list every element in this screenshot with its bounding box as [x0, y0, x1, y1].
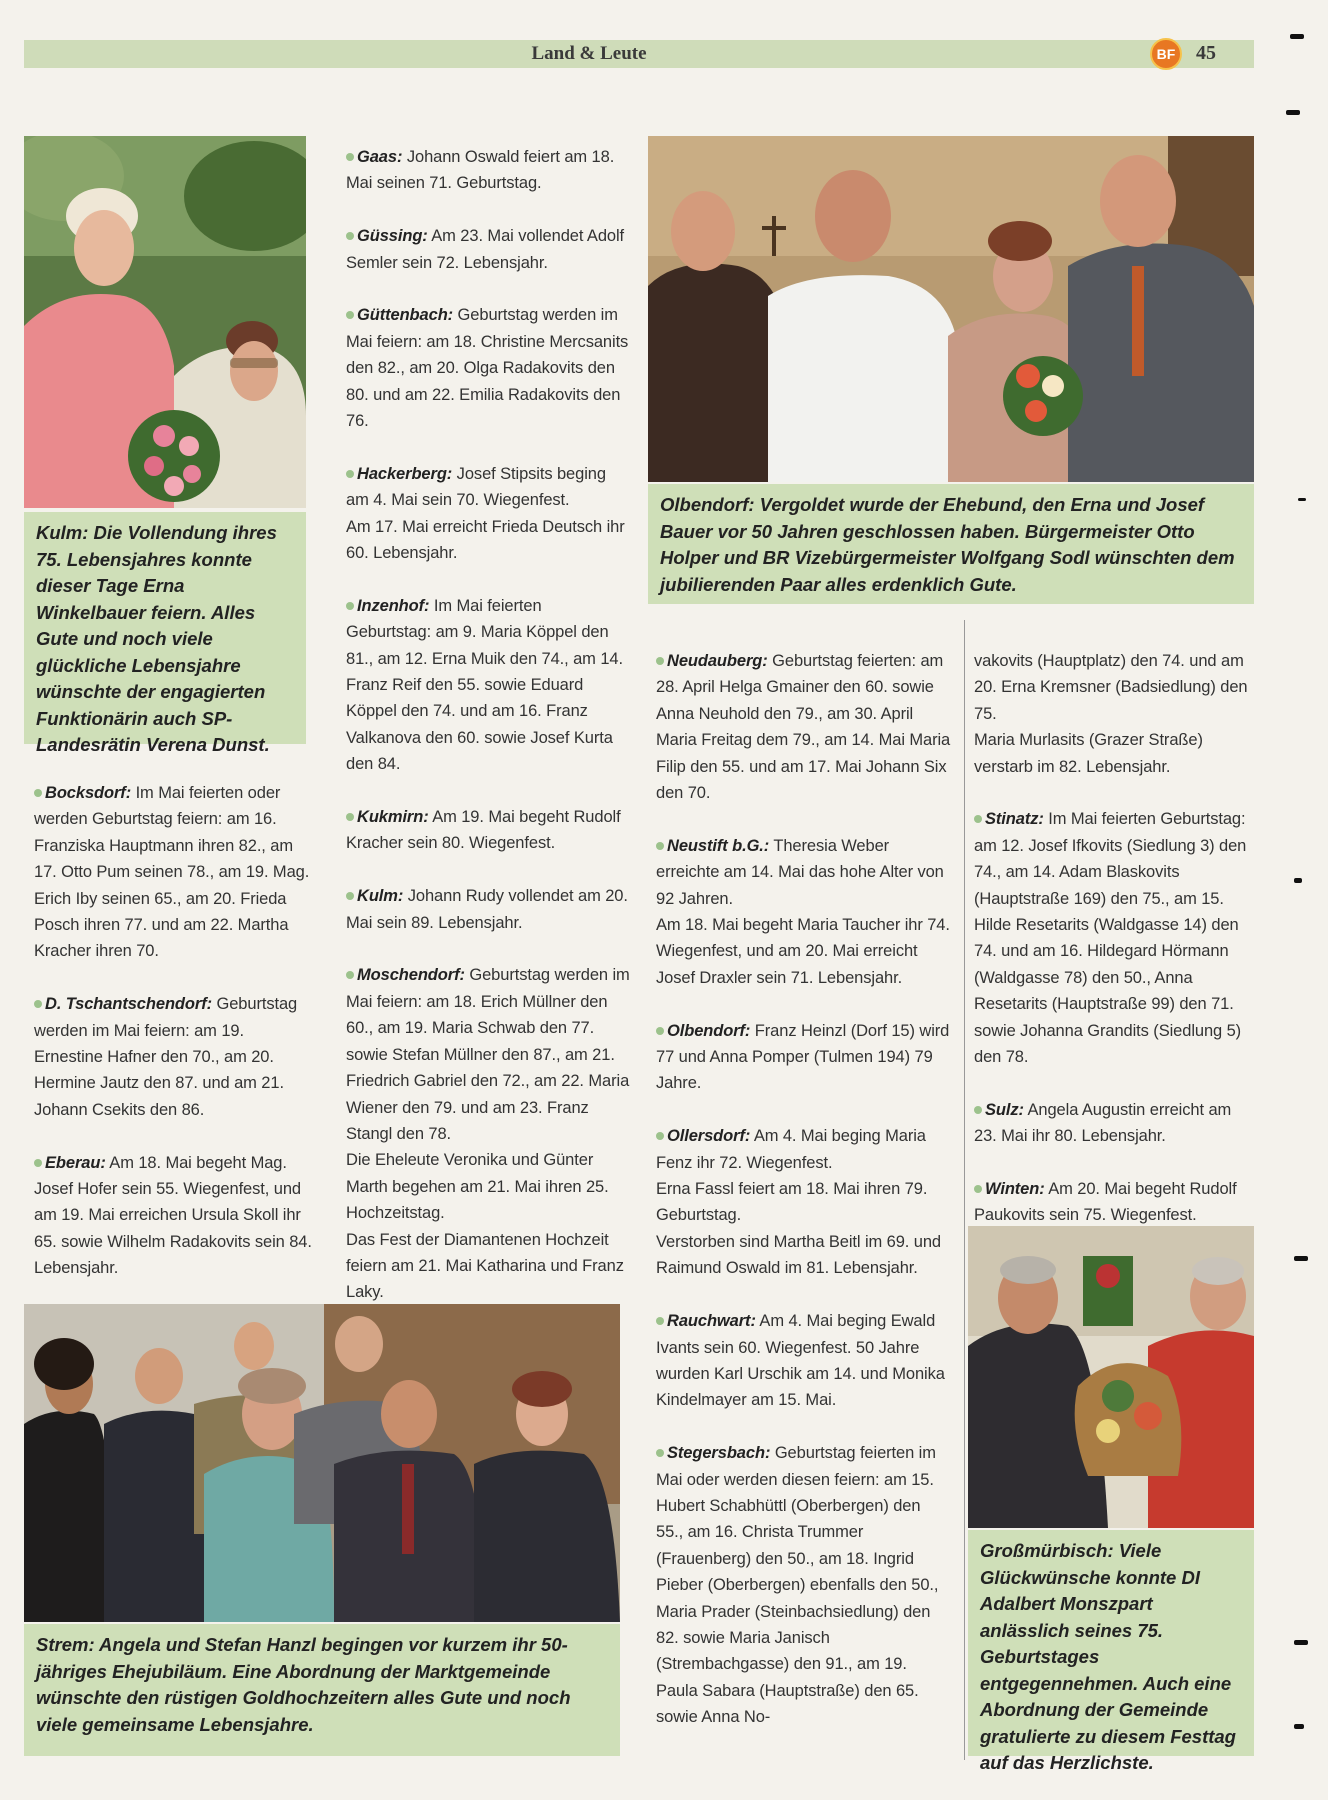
entry-text: Geburtstag werden im Mai feiern: am 18. Christine Mercsanits den 82., am 20. Olga Radakovits den 80. und am 22. Emilia Radakovits den 76. [346, 306, 629, 431]
bullet-icon [346, 813, 354, 821]
entry-text: Angela Augustin erreicht am 23. Mai ihr 80. Lebensjahr. [974, 1100, 1232, 1146]
entry-text: Geburtstag feierten im Mai oder werden diesen feiern: am 15. Hubert Schabhüttl (Oberbergen) den 55., am 16. Christa Trummer (Frauenberg) den 50., am 18. Ingrid Pieber (Oberbergen) ebenfalls den 50., Maria Prader (Steinbachsiedlung) den 82. sowie Maria Janisch (Strembachgasse) den 91., am 19. Paula Sabara (Hauptstraße) den 65. sowie Anna No- [656, 1444, 939, 1727]
place-name: Olbendorf: [667, 1021, 751, 1040]
entry-text: Im Mai feierten Geburtstag: am 12. Josef Ifkovits (Siedlung 3) den 74., am 14. Adam Blaskovits (Hauptstraße 169) den 75., am 15. Hilde Resetarits (Waldgasse 14) den 74. und am 16. Hildegard Hörmann (Waldgasse 78) den 50., Anna Resetarits (Hauptstraße 99) den 71. sowie Johanna Grandits (Siedlung 5) den 78. [974, 810, 1247, 1067]
entry-extra: Am 17. Mai erreicht Frieda Deutsch ihr 60. Lebensjahr. [346, 517, 625, 563]
bullet-icon [974, 815, 982, 823]
caption-olbendorf: Olbendorf: Vergoldet wurde der Ehebund, den Erna und Josef Bauer vor 50 Jahren geschlossen haben. Bürgermeister Otto Holper und BR Vizebürgermeister Wolfgang Sodl wünschten dem jubilierenden Paar alles erdenklich Gute. [648, 484, 1254, 604]
place-name: Neustift b.G.: [667, 836, 770, 855]
entry-text: Am 18. Mai begeht Mag. Josef Hofer sein 55. Wiegenfest, und am 19. Mai erreichen Ursula Skoll ihr 65. sowie Wilhelm Radakovits sein 84. Lebensjahr. [34, 1153, 312, 1278]
place-name: Güttenbach: [357, 306, 454, 325]
bullet-icon [34, 1159, 42, 1167]
entry-rauchwart [656, 1308, 952, 1414]
bullet-icon [656, 1132, 664, 1140]
entry-olbendorf [656, 1018, 952, 1097]
entry-guettenbach [346, 302, 630, 434]
entry-text: Franz Heinzl (Dorf 15) wird 77 und Anna Pomper (Tulmen 194) 79 Jahre. [656, 1021, 950, 1093]
entry-extra: Am 18. Mai begeht Maria Taucher ihr 74. Wiegenfest, und am 20. Mai erreicht Josef Draxler sein 71. Lebensjahr. [656, 916, 950, 987]
page-number: 45 [1196, 42, 1216, 64]
entry-extra: Verstorben sind Martha Beitl im 69. und Raimund Oswald im 81. Lebensjahr. [656, 1232, 942, 1278]
photo-strem [24, 1304, 620, 1622]
entry-dtschantschendorf [34, 991, 314, 1123]
entry-text: Am 23. Mai vollendet Adolf Semler sein 72. Lebensjahr. [346, 227, 625, 272]
entry-eberau [34, 1150, 314, 1282]
entry-text: Am 19. Mai begeht Rudolf Kracher sein 80. Wiegenfest. [346, 808, 621, 853]
text-column-1 [34, 780, 314, 1308]
scan-mark [1298, 498, 1306, 501]
bullet-icon [346, 311, 354, 319]
entry-extra: Das Fest der Diamantenen Hochzeit feiern am 21. Mai Katharina und Franz Laky. [346, 1230, 624, 1302]
place-name: Güssing: [357, 227, 428, 246]
scan-mark [1294, 1256, 1308, 1261]
entry-text: Im Mai feierten Geburtstag: am 9. Maria Köppel den 81., am 12. Erna Muik den 74., am 14. Franz Reif den 55. sowie Eduard Köppel den 74. und am 16. Franz Valkanova den 60. sowie Josef Kurta den 84. [346, 596, 623, 774]
bullet-icon [656, 1317, 664, 1325]
entry-text: Geburtstag werden im Mai feiern: am 18. Erich Müllner den 60., am 19. Maria Schwab den 77. sowie Stefan Müllner den 87., am 21. Friedrich Gabriel den 72., am 22. Maria Wiener den 79. und am 23. Franz Stangl den 78. [346, 966, 630, 1143]
photo-grossmuerbisch [968, 1226, 1254, 1528]
entry-stinatz [974, 806, 1252, 1070]
entry-text: Josef Stipsits beging am 4. Mai sein 70. Wiegenfest. [346, 464, 606, 510]
bullet-icon [656, 1027, 664, 1035]
bullet-icon [346, 892, 354, 900]
entry-text: Am 4. Mai beging Maria Fenz ihr 72. Wiegenfest. [656, 1127, 926, 1172]
entry-inzenhof [346, 593, 630, 778]
entry-gaas [346, 144, 630, 197]
caption-grossmuerbisch: Großmürbisch: Viele Glückwünsche konnte DI Adalbert Monszpart anlässlich seines 75. Geburtstages entgegennehmen. Auch eine Abordnung der Gemeinde gratulierte zu diesem Festtag auf das Herzlichste. [968, 1530, 1254, 1756]
place-name: Rauchwart: [667, 1312, 756, 1331]
column-divider [964, 620, 965, 1760]
scan-mark [1290, 34, 1304, 39]
entry-text: Johann Oswald feiert am 18. Mai seinen 71. Geburtstag. [346, 148, 615, 193]
entry-text: Am 20. Mai begeht Rudolf Paukovits sein 75. Wiegenfest. [974, 1180, 1237, 1225]
text-column-2 [346, 144, 630, 1332]
entry-text: Geburtstag werden im Mai feiern: am 19. Ernestine Hafner den 70., am 20. Hermine Jautz den 87. und am 21. Johann Csekits den 86. [34, 995, 298, 1119]
bf-logo: BF [1150, 38, 1182, 70]
entry-kulm [346, 883, 630, 936]
place-name: Stinatz: [985, 810, 1044, 829]
photo-kulm [24, 136, 306, 508]
place-name: Moschendorf: [357, 966, 465, 985]
text-column-4 [974, 648, 1252, 1255]
scan-mark [1294, 878, 1302, 883]
place-name: Sulz: [985, 1100, 1024, 1119]
bullet-icon [34, 1000, 42, 1008]
bullet-icon [346, 232, 354, 240]
entry-neustift [656, 833, 952, 991]
scan-mark [1286, 110, 1300, 115]
place-name: Kulm: [357, 887, 404, 906]
place-name: Gaas: [357, 148, 403, 166]
caption-strem: Strem: Angela und Stefan Hanzl begingen vor kurzem ihr 50-jähriges Ehejubiläum. Eine Abordnung der Marktgemeinde wünschte den rüstigen Goldhochzeitern alles Gute und noch viele gemeinsame Lebensjahre. [24, 1624, 620, 1756]
entry-text: Geburtstag feierten: am 28. April Helga Gmainer den 60. sowie Anna Neuhold den 79., am 30. April Maria Freitag dem 79., am 14. Mai Maria Filip den 55. und am 17. Mai Johann Six den 70. [656, 652, 951, 803]
bullet-icon [34, 789, 42, 797]
place-name: D. Tschantschendorf: [45, 995, 212, 1014]
entry-extra: Maria Murlasits (Grazer Straße) verstarb im 82. Lebensjahr. [974, 731, 1203, 776]
place-name: Hackerberg: [357, 464, 453, 483]
entry-moschendorf [346, 962, 630, 1305]
scan-mark [1294, 1640, 1308, 1645]
entry-winten [974, 1176, 1252, 1229]
place-name: Ollersdorf: [667, 1127, 751, 1146]
entry-extra: Erna Fassl feiert am 18. Mai ihren 79. Geburtstag. [656, 1180, 928, 1225]
header-bar [24, 40, 1254, 68]
scan-mark [1294, 1724, 1304, 1729]
bullet-icon [656, 1449, 664, 1457]
entry-text: Im Mai feierten oder werden Geburtstag feiern: am 16. Franziska Hauptmann ihren 82., am 17. Otto Pum seinen 78., am 19. Mag. Erich Iby seinen 65., am 20. Frieda Posch ihren 77. und am 22. Martha Kracher ihren 70. [34, 784, 310, 961]
entry-extra: Die Eheleute Veronika und Günter Marth begehen am 21. Mai ihren 25. Hochzeitstag. [346, 1151, 609, 1223]
bullet-icon [346, 153, 354, 161]
section-title: Land & Leute [531, 43, 647, 64]
place-name: Inzenhof: [357, 596, 430, 615]
entry-hackerberg [346, 461, 630, 567]
bullet-icon [656, 657, 664, 665]
place-name: Stegersbach: [667, 1444, 771, 1463]
entry-kukmirn [346, 804, 630, 857]
bullet-icon [974, 1106, 982, 1114]
entry-bocksdorf [34, 780, 314, 965]
bullet-icon [346, 971, 354, 979]
bullet-icon [656, 842, 664, 850]
entry-neudauberg [656, 648, 952, 806]
place-name: Kukmirn: [357, 808, 429, 827]
entry-text: Theresia Weber erreichte am 14. Mai das hohe Alter von 92 Jahren. [656, 836, 944, 908]
bullet-icon [346, 470, 354, 478]
text-column-3 [656, 648, 952, 1757]
entry-stegersbach-continued [974, 648, 1252, 780]
place-name: Bocksdorf: [45, 784, 132, 802]
entry-text: vakovits (Hauptplatz) den 74. und am 20. Erna Kremsner (Badsiedlung) den 75. [974, 652, 1248, 723]
bullet-icon [974, 1185, 982, 1193]
entry-text: Am 4. Mai beging Ewald Ivants sein 60. Wiegenfest. 50 Jahre wurden Karl Urschik am 14. und Monika Kindelmayer am 15. Mai. [656, 1312, 945, 1410]
bullet-icon [346, 602, 354, 610]
photo-olbendorf [648, 136, 1254, 482]
entry-ollersdorf [656, 1123, 952, 1281]
caption-kulm: Kulm: Die Vollendung ihres 75. Lebensjahres konnte dieser Tage Erna Winkelbauer feiern. Alles Gute und noch viele glückliche Lebensjahre wünschte der engagierten Funktionärin auch SP-Landesrätin Verena Dunst. [24, 512, 306, 744]
entry-text: Johann Rudy vollendet am 20. Mai sein 89. Lebensjahr. [346, 887, 628, 932]
entry-sulz [974, 1097, 1252, 1150]
place-name: Winten: [985, 1180, 1045, 1199]
entry-stegersbach [656, 1440, 952, 1730]
place-name: Eberau: [45, 1153, 106, 1172]
place-name: Neudauberg: [667, 652, 768, 670]
entry-guessing [346, 223, 630, 276]
